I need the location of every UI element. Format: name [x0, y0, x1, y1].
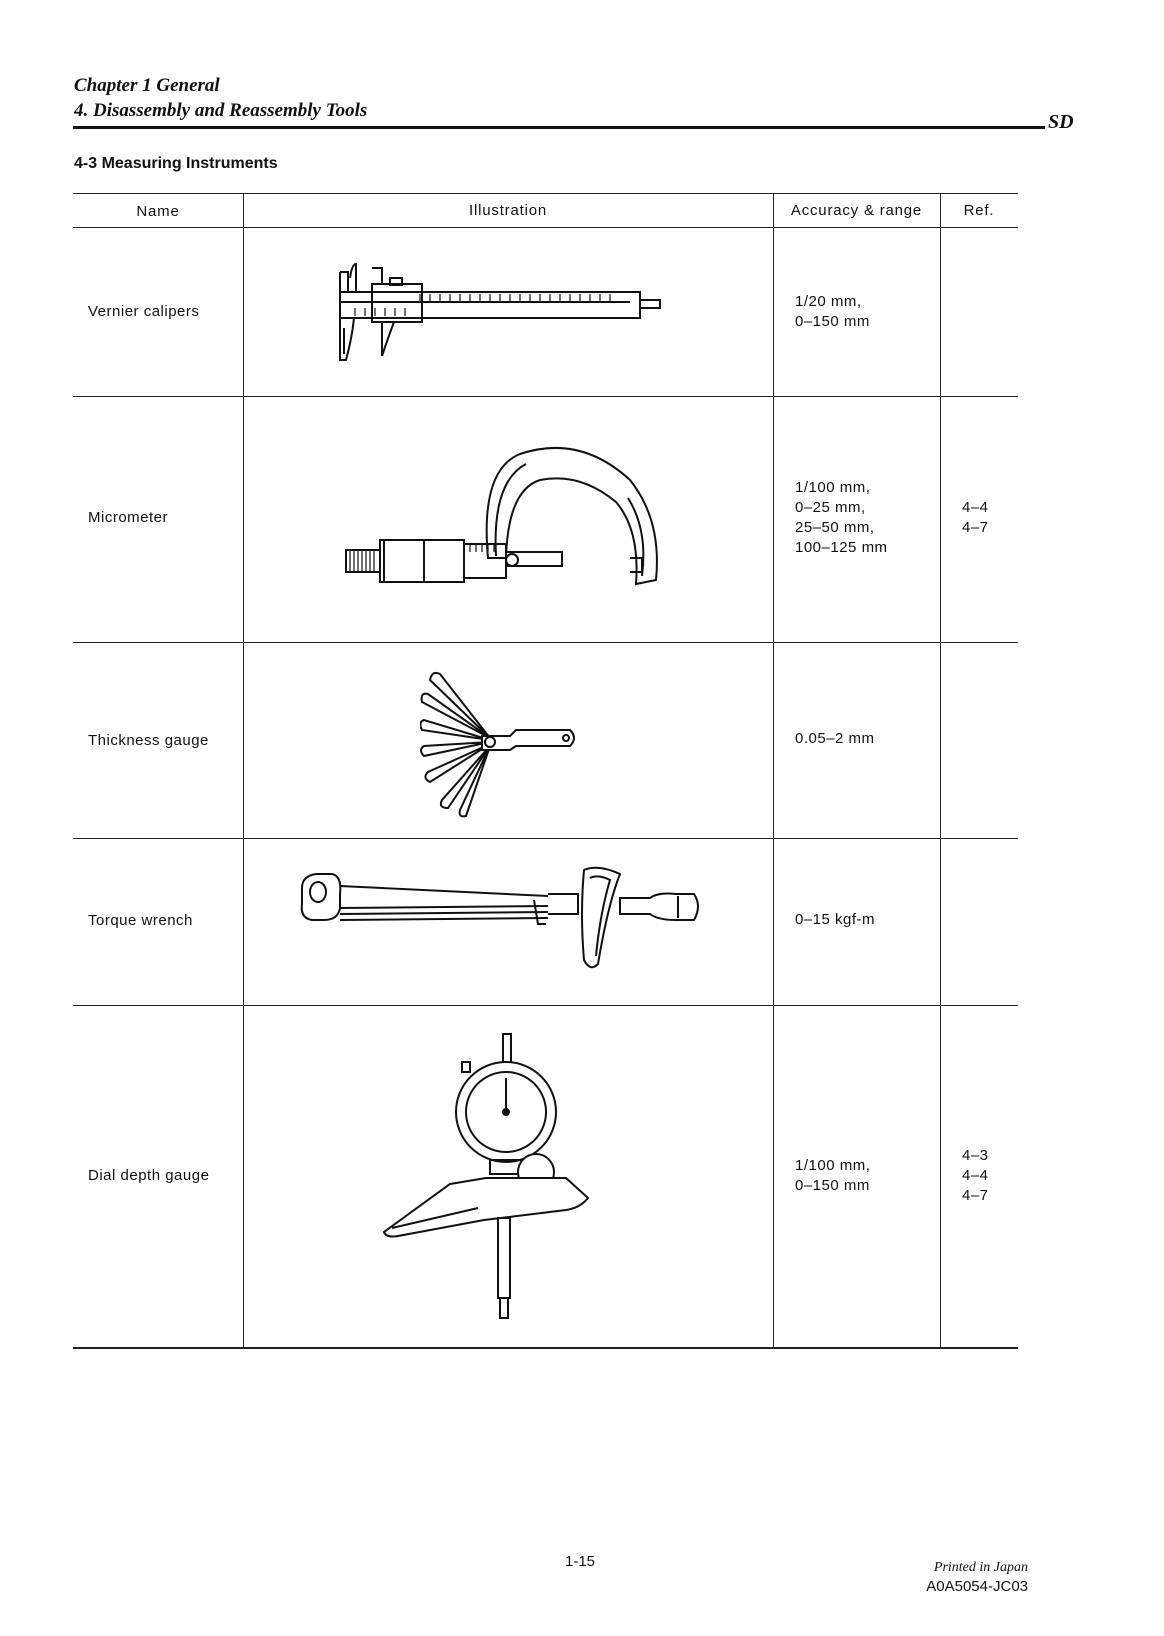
- printed-in-label: Printed in Japan: [933, 1560, 1028, 1575]
- dial-depth-gauge-illustration: [380, 1032, 620, 1322]
- row-accuracy: 1/100 mm, 0–150 mm: [795, 1157, 871, 1194]
- row-divider: [73, 1005, 1018, 1006]
- chapter-title: Chapter 1 General: [74, 75, 220, 96]
- table-header-rule: [73, 227, 1018, 228]
- row-ref: 4–3 4–4 4–7: [962, 1147, 989, 1204]
- thickness-gauge-illustration: [420, 668, 590, 818]
- row-divider: [73, 642, 1018, 643]
- torque-wrench-illustration: [298, 864, 708, 984]
- row-name: Dial depth gauge: [88, 1167, 210, 1184]
- row-ref: 4–4 4–7: [962, 499, 989, 536]
- column-header-ref: Ref.: [963, 202, 995, 219]
- document-code: A0A5054-JC03: [926, 1578, 1028, 1595]
- column-header-name: Name: [136, 203, 180, 220]
- column-divider: [940, 193, 941, 1348]
- row-accuracy: 1/20 mm, 0–150 mm: [795, 293, 870, 330]
- subsection-title: 4-3 Measuring Instruments: [74, 155, 278, 172]
- row-name: Vernier calipers: [88, 303, 200, 320]
- vernier-calipers-illustration: [330, 258, 680, 362]
- row-accuracy: 0.05–2 mm: [795, 730, 875, 747]
- row-accuracy: 1/100 mm, 0–25 mm, 25–50 mm, 100–125 mm: [795, 479, 888, 556]
- row-name: Torque wrench: [88, 912, 193, 929]
- section-title: 4. Disassembly and Reassembly Tools: [74, 100, 368, 121]
- model-code: SD: [1048, 111, 1074, 133]
- page-number: 1-15: [565, 1553, 596, 1570]
- column-divider: [773, 193, 774, 1348]
- column-header-accuracy: Accuracy & range: [790, 202, 923, 219]
- table-top-rule: [73, 193, 1018, 194]
- row-name: Micrometer: [88, 509, 169, 526]
- column-header-illustration: Illustration: [469, 202, 547, 219]
- row-divider: [73, 838, 1018, 839]
- micrometer-illustration: [340, 440, 680, 600]
- row-accuracy: 0–15 kgf-m: [795, 911, 876, 928]
- column-divider: [243, 193, 244, 1348]
- row-name: Thickness gauge: [88, 732, 209, 749]
- table-bottom-rule: [73, 1347, 1018, 1349]
- header-rule: [73, 126, 1045, 129]
- row-divider: [73, 396, 1018, 397]
